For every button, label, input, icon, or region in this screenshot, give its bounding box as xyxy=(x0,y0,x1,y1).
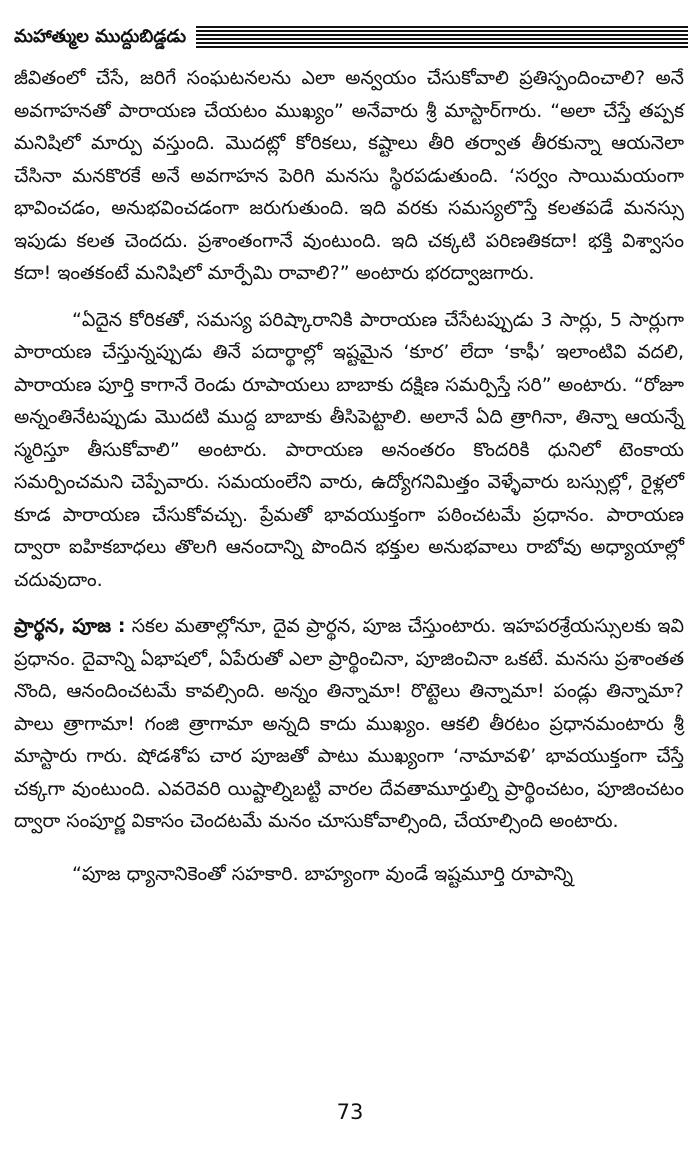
paragraph-parayana-practice: “ఏదైన కోరికతో, సమస్య పరిష్కారానికి పారాయణ చేసేటప్పుడు 3 సార్లు, 5 సార్లుగా పారాయణ చేస్తున్నప్పుడు తినే పదార్థాల్లో ఇష్టమైన ‘కూర’ లేదా ‘కాఫీ’ ఇలాంటివి వదలి, పారాయణ పూర్తి కాగానే రెండు రూపాయలు బాబాకు దక్షిణ సమర్పిస్తే సరి” అంటారు. “రోజూ అన్నంతినేటప్పుడు మొదటి ముద్ద బాబాకు తీసిపెట్టాలి. అలానే ఏది త్రాగినా, తిన్నా ఆయన్నే స్మరిస్తూ తీసుకోవాలి” అంటారు. పారాయణ అనంతరం కొందరికి ధునిలో టెంకాయ సమర్పించమని చెప్పేవారు. సమయంలేని వారు, ఉద్యోగనిమిత్తం వెళ్ళేవారు బస్సుల్లో, రైళ్లలో కూడ పారాయణ చేసుకోవచ్చు. ప్రేమతో భావయుక్తంగా పఠించటమే ప్రధానం. పారాయణ ద్వారా ఐహికబాధలు తొలగి ఆనందాన్ని పొందిన భక్తుల అనుభవాలు రాబోవు అధ్యాయాల్లో చదువుదాం. xyxy=(14,308,684,591)
header-rule-line xyxy=(196,26,688,28)
paragraph-prayer-worship xyxy=(14,610,684,838)
paragraph-puja-meditation: “పూజ ధ్యానానికెంతో సహకారి. బాహ్యంగా వుండే ఇష్టమూర్తి రూపాన్ని xyxy=(72,862,574,885)
running-title: మహాత్ముల ముద్దుబిడ్డడు xyxy=(14,26,187,47)
header-rule-line xyxy=(196,38,688,40)
header-rule-line xyxy=(196,42,688,44)
paragraph-masters-teaching: జీవితంలో చేసే, జరిగే సంఘటనలను ఎలా అన్వయం చేసుకోవాలి ప్రతిస్పందించాలి? అనే అవగాహనతో పారాయణ చేయటం ముఖ్యం” అనేవారు శ్రీ మాస్టార్‌గారు. “అలా చేస్తే తప్పక మనిషిలో మార్పు వస్తుంది. మొదట్లో కోరికలు, కష్టాలు తీరి తర్వాత తీరకున్నా ఆయనెలా చేసినా మనకొరకే అనే అవగాహన పెరిగి మనసు స్థిరపడుతుంది. ‘సర్వం సాయిమయంగా భావించడం, అనుభవించడంగా జరుగుతుంది. ఇది వరకు సమస్యలొస్తే కలతపడే మనస్సు ఇపుడు కలత చెందదు. ప్రశాంతంగానే వుంటుంది. ఇది చక్కటి పరిణతికదా! భక్తి విశ్వాసం కదా! ఇంతకంటే మనిషిలో మార్పేమి రావాలి?” అంటారు భరద్వాజగారు. xyxy=(14,67,684,284)
paragraph-prayer-worship-text: సకల మతాల్లోనూ, దైవ ప్రార్థన, పూజ చేస్తుంటారు. ఇహపరశ్రేయస్సులకు ఇవి ప్రధానం. దైవాన్ని ఏభాషలో, ఏపేరుతో ఎలా ప్రార్థించినా, పూజించినా ఒకటే. మనసు ప్రశాంతత నొంది, ఆనందించటమే కావల్సింది. అన్నం తిన్నామా! రొట్టెలు తిన్నామా! పండ్లు తిన్నామా? పాలు త్రాగామా! గంజి త్రాగామా అన్నది కాదు ముఖ్యం. ఆకలి తీరటం ప్రధానమంటారు శ్రీ మాస్టారు గారు. షోడశోప చార పూజతో పాటు ముఖ్యంగా ‘నామావళి’ భావయుక్తంగా చేస్తే చక్కగా వుంటుంది. ఎవరెవరి యిష్టాల్నిబట్టి వారల దేవతామూర్తుల్ని ప్రార్థించటం, పూజించటం ద్వారా సంపూర్ణ వికాసం చెందటమే మనం చూసుకోవాల్సింది, చేయాల్సింది అంటారు. xyxy=(14,615,684,832)
header-rule-line xyxy=(196,30,688,32)
page-number: 73 xyxy=(336,1100,364,1124)
running-header xyxy=(14,22,688,52)
section-heading-prayer-worship: ప్రార్థన, పూజ : xyxy=(14,615,126,637)
header-rule-lines xyxy=(196,26,688,48)
page-body xyxy=(14,62,684,904)
header-rule-line xyxy=(196,34,688,36)
header-rule-line xyxy=(196,46,688,48)
